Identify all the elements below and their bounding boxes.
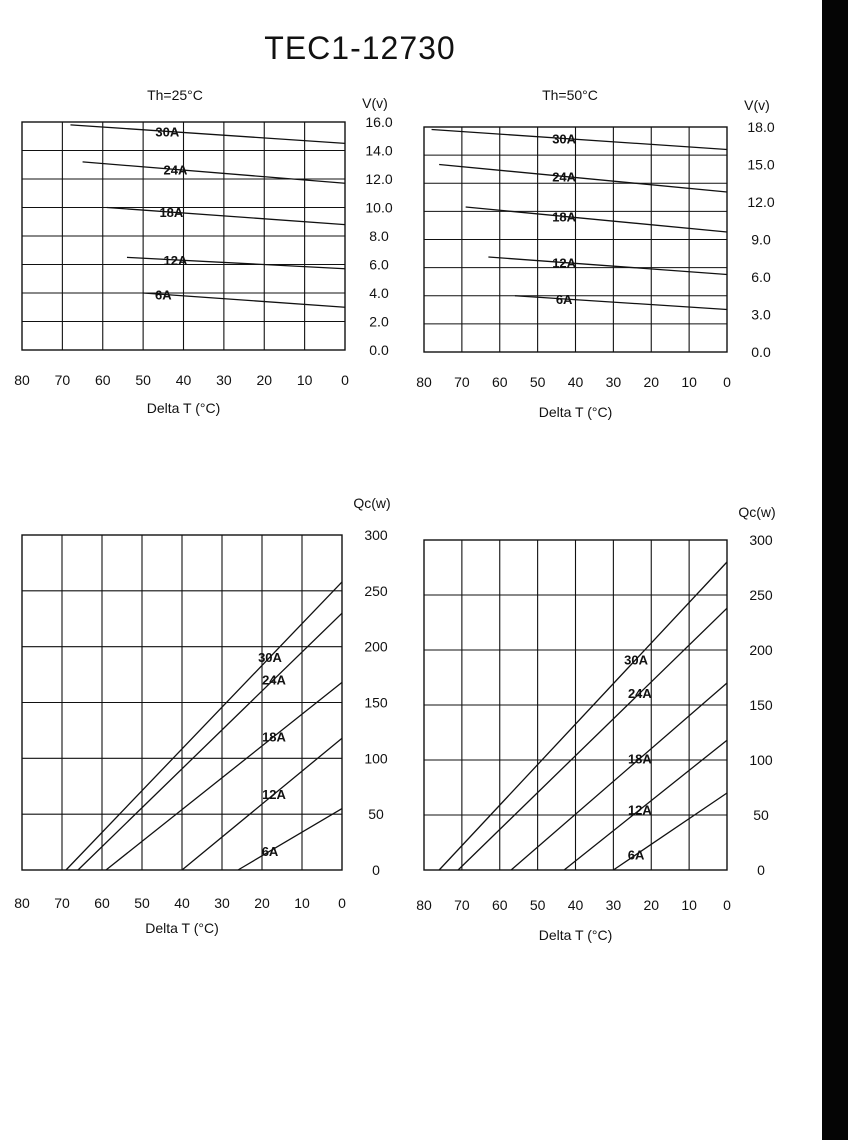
x-tick-label: 40 <box>174 895 190 911</box>
series-label-6a: 6A <box>555 291 573 307</box>
x-tick-label: 70 <box>54 372 71 388</box>
y-tick-label: 16.0 <box>365 114 393 130</box>
x-tick-label: 0 <box>723 897 731 913</box>
chart-title: Th=25°C <box>147 87 203 103</box>
y-tick-label: 50 <box>368 806 384 823</box>
y-tick-label: 14.0 <box>365 142 393 159</box>
x-axis-label: Delta T (°C) <box>538 927 613 943</box>
series-label-24a: 24A <box>163 162 188 178</box>
x-tick-label: 50 <box>529 374 546 390</box>
series-label-12a: 12A <box>163 252 188 268</box>
series-label-12a: 12A <box>262 787 286 803</box>
y-tick-label: 0 <box>372 862 380 878</box>
chart-group <box>416 87 775 420</box>
x-tick-label: 80 <box>14 372 30 388</box>
series-line-30a <box>432 130 727 150</box>
x-tick-label: 10 <box>681 897 697 913</box>
x-tick-label: 40 <box>175 372 192 388</box>
y-axis-label: Qc(w) <box>738 504 776 520</box>
y-tick-label: 200 <box>364 638 388 655</box>
series-label-30a: 30A <box>624 652 649 668</box>
scan-edge-bar <box>822 0 848 1140</box>
x-tick-label: 80 <box>416 897 432 913</box>
x-tick-label: 10 <box>296 372 313 388</box>
x-tick-label: 30 <box>214 895 230 911</box>
series-label-12a: 12A <box>627 802 652 818</box>
series-label-30a: 30A <box>155 124 180 140</box>
y-tick-label: 100 <box>749 752 773 768</box>
x-tick-label: 70 <box>454 897 470 913</box>
cooling-power-chart-th50 <box>0 490 776 960</box>
series-line-24a <box>458 608 727 870</box>
series-label-6a: 6A <box>155 287 172 303</box>
series-label-30a: 30A <box>552 131 577 147</box>
x-tick-label: 0 <box>338 895 346 911</box>
y-tick-label: 0 <box>757 862 765 878</box>
y-tick-label: 150 <box>749 697 773 713</box>
x-tick-label: 40 <box>567 374 584 390</box>
x-tick-label: 10 <box>681 374 697 390</box>
series-line-30a <box>439 562 727 870</box>
x-tick-label: 0 <box>723 374 731 390</box>
x-tick-label: 80 <box>416 374 432 390</box>
series-line-18a <box>511 683 727 870</box>
y-tick-label: 200 <box>749 642 773 658</box>
y-tick-label: 150 <box>364 694 388 711</box>
chart-group <box>416 504 775 943</box>
y-tick-label: 0.0 <box>751 344 771 360</box>
y-axis-label: Qc(w) <box>353 495 391 511</box>
y-tick-label: 300 <box>749 532 773 548</box>
series-line-6a <box>515 296 727 310</box>
x-tick-label: 50 <box>135 372 151 388</box>
y-tick-label: 250 <box>749 587 773 603</box>
y-tick-label: 6.0 <box>751 269 771 285</box>
y-tick-label: 8.0 <box>369 228 389 244</box>
y-tick-label: 250 <box>364 582 388 599</box>
y-tick-label: 15.0 <box>747 156 775 173</box>
series-line-12a <box>488 257 727 275</box>
x-tick-label: 20 <box>643 374 660 390</box>
y-tick-label: 4.0 <box>369 285 389 301</box>
series-label-6a: 6A <box>627 847 645 863</box>
y-tick-label: 3.0 <box>751 306 771 323</box>
series-label-18a: 18A <box>262 729 286 745</box>
x-tick-label: 70 <box>54 895 70 911</box>
series-label-6a: 6A <box>261 844 279 860</box>
y-tick-label: 2.0 <box>369 313 389 330</box>
x-tick-label: 60 <box>491 374 508 390</box>
x-axis-label: Delta T (°C) <box>538 404 613 420</box>
y-tick-label: 9.0 <box>751 231 771 248</box>
y-tick-label: 0.0 <box>369 342 389 358</box>
x-tick-label: 30 <box>605 374 622 390</box>
x-tick-label: 20 <box>256 372 273 388</box>
y-tick-label: 10.0 <box>365 199 393 216</box>
x-tick-label: 70 <box>454 374 470 390</box>
x-tick-label: 60 <box>94 372 111 388</box>
x-tick-label: 60 <box>491 897 508 913</box>
series-label-18a: 18A <box>627 751 652 767</box>
chart-title: Th=50°C <box>542 87 598 103</box>
x-tick-label: 0 <box>341 372 349 388</box>
x-tick-label: 50 <box>529 897 546 913</box>
series-line-18a <box>466 207 727 232</box>
series-label-30a: 30A <box>258 650 282 666</box>
y-axis-label: V(v) <box>362 95 388 111</box>
series-line-24a <box>439 165 727 193</box>
series-label-18a: 18A <box>159 205 184 221</box>
y-tick-label: 18.0 <box>747 119 775 135</box>
series-label-24a: 24A <box>552 169 577 185</box>
x-tick-label: 80 <box>14 895 30 911</box>
x-axis-label: Delta T (°C) <box>146 400 221 416</box>
x-tick-label: 30 <box>605 897 622 913</box>
y-axis-label: V(v) <box>744 97 770 113</box>
series-label-24a: 24A <box>262 672 286 688</box>
x-tick-label: 10 <box>294 895 310 911</box>
x-tick-label: 20 <box>254 895 270 911</box>
x-tick-label: 50 <box>134 895 150 911</box>
y-tick-label: 300 <box>364 527 388 543</box>
page-title: TEC1-12730 <box>264 30 456 66</box>
y-tick-label: 6.0 <box>369 256 389 273</box>
series-label-24a: 24A <box>627 686 652 702</box>
x-tick-label: 30 <box>216 372 232 388</box>
y-tick-label: 12.0 <box>747 194 775 210</box>
x-axis-label: Delta T (°C) <box>145 920 219 936</box>
y-tick-label: 50 <box>753 807 769 823</box>
x-tick-label: 40 <box>567 897 584 913</box>
y-tick-label: 12.0 <box>365 171 393 187</box>
x-tick-label: 60 <box>94 895 110 911</box>
x-tick-label: 20 <box>643 897 660 913</box>
series-label-12a: 12A <box>552 255 577 271</box>
y-tick-label: 100 <box>364 750 388 767</box>
series-label-18a: 18A <box>552 209 577 225</box>
